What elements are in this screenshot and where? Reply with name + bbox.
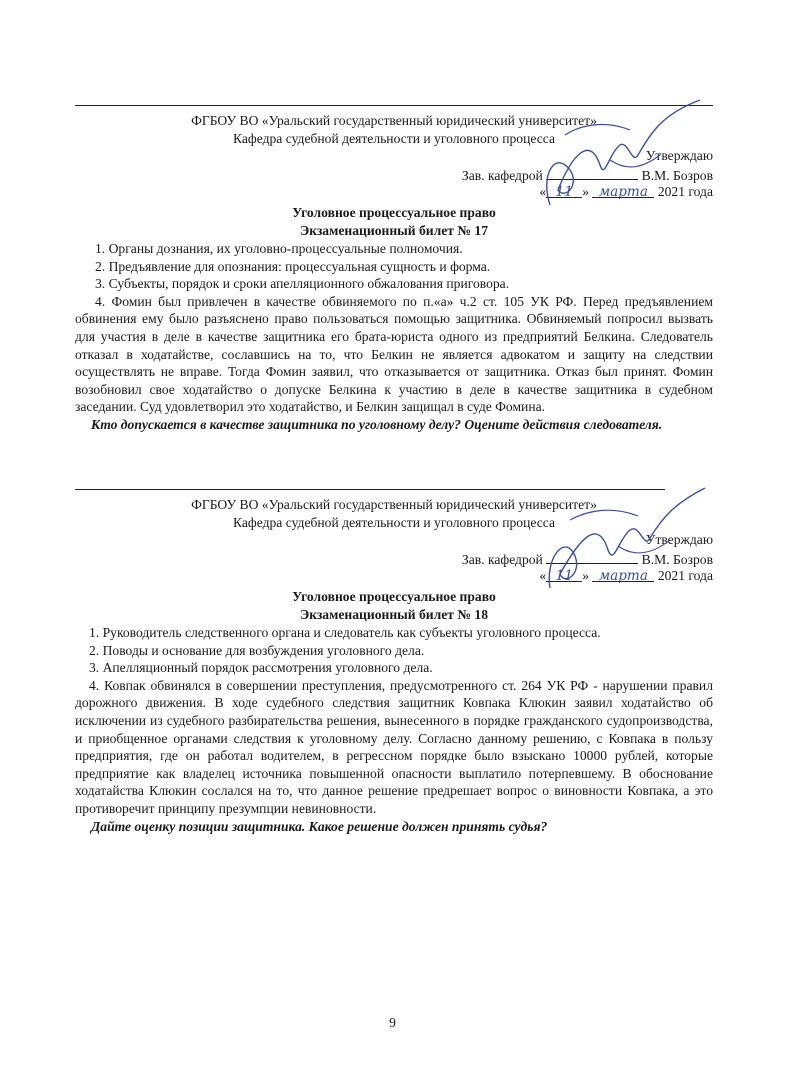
date-close-quote: »: [582, 184, 589, 199]
final-question: Дайте оценку позиции защитника. Какое решение должен принять судья?: [91, 818, 548, 834]
approval-block: [75, 532, 713, 586]
approval-block: [75, 148, 713, 202]
head-label: Зав. кафедрой: [461, 552, 543, 567]
head-name: В.М. Бозров: [641, 552, 713, 567]
head-name: В.М. Бозров: [641, 168, 713, 183]
date-line: [539, 184, 713, 200]
date-day: 11: [555, 184, 573, 200]
head-line: [462, 550, 713, 568]
date-day: 11: [555, 568, 573, 584]
date-year: 2021 года: [657, 184, 713, 199]
question-item: 1. Руководитель следственного органа и следователь как субъекты уголовного процесса.: [89, 625, 601, 640]
question-item: 3. Субъекты, порядок и сроки апелляционного обжалования приговора.: [95, 276, 510, 292]
approve-word: Утверждаю: [645, 148, 713, 163]
date-year: 2021 года: [657, 568, 713, 583]
date-open-quote: «: [539, 568, 547, 583]
head-line: [462, 166, 713, 184]
date-month: марта: [598, 184, 648, 200]
question-list: [75, 624, 713, 677]
date-line: [539, 568, 713, 584]
signature-blank: [546, 166, 638, 180]
final-question: Кто допускается в качестве защитника по уголовному делу? Оцените действия следователя.: [91, 416, 663, 432]
department-name: Кафедра судебной деятельности и уголовного процесса: [233, 515, 555, 530]
top-rule: [75, 105, 713, 106]
ticket-18: [75, 489, 713, 835]
ticket-title: Экзаменационный билет № 18: [299, 607, 489, 622]
ticket-title: Экзаменационный билет № 17: [299, 223, 489, 238]
question-item: 1. Органы дознания, их уголовно-процессуальные полномочия.: [95, 241, 463, 256]
head-label: Зав. кафедрой: [461, 168, 543, 183]
task-text: 4. Ковпак обвинялся в совершении преступления, предусмотренного ст. 264 УК РФ - нарушении правил дорожного движения. В ходе судебного следствия защитник Ковпака Клюкин заявил ходатайство об исключении из судебного разбирательства решения, вынесенного в порядке гражданского судопроизводства, и приобщенное органами следствия к уголовному делу. Согласно данному решению, с Ковпака в пользу предприятия, где он работал водителем, в регрессном порядке было взыскано 10000 рублей, которые предприятие как владелец источника повышенной опасности выплатило потерпевшему. В обоснование ходатайства Клюкин сослался на то, что данное решение предрешает вопрос о виновности Ковпака, а это противоречит принципу презумпции невиновности.: [75, 677, 713, 816]
approve-word: Утверждаю: [645, 532, 713, 547]
question-item: 3. Апелляционный порядок рассмотрения уголовного дела.: [89, 660, 433, 676]
ticket-17: [75, 105, 713, 434]
date-open-quote: «: [539, 184, 547, 199]
date-close-quote: »: [582, 568, 589, 583]
date-month: марта: [598, 568, 648, 584]
subject-title: Уголовное процессуальное право: [292, 589, 496, 604]
question-item: 2. Поводы и основание для возбуждения уголовного дела.: [89, 642, 425, 658]
page-number: 9: [389, 1015, 396, 1030]
task-text: 4. Фомин был привлечен в качестве обвиняемого по п.«а» ч.2 ст. 105 УК РФ. Перед предъявлением обвинения ему было разъяснено право пользоваться помощью защитника. Обвиняемый попросил вызвать для участия в деле в качестве защитника его брата-юриста одного из предприятий Белкина. Следователь отказал в ходатайстве, сославшись на то, что Белкин не является адвокатом и защиту на следствии осуществлять не вправе. Тогда Фомин заявил, что отказывается от защитника. Отказ был принят. Фомин возобновил свое ходатайство о допуске Белкина к участию в деле в качестве защитника в судебном заседании. Суд удовлетворил это ходатайство, и Белкин защищал в суде Фомина.: [75, 293, 713, 415]
university-name: ФГБОУ ВО «Уральский государственный юридический университет»: [191, 497, 597, 512]
question-item: 2. Предъявление для опознания: процессуальная сущность и форма.: [95, 258, 491, 274]
question-list: [75, 240, 713, 293]
department-name: Кафедра судебной деятельности и уголовного процесса: [233, 131, 555, 146]
signature-blank: [546, 550, 638, 564]
university-name: ФГБОУ ВО «Уральский государственный юридический университет»: [191, 113, 597, 128]
subject-title: Уголовное процессуальное право: [292, 205, 496, 220]
top-rule: [75, 489, 665, 490]
